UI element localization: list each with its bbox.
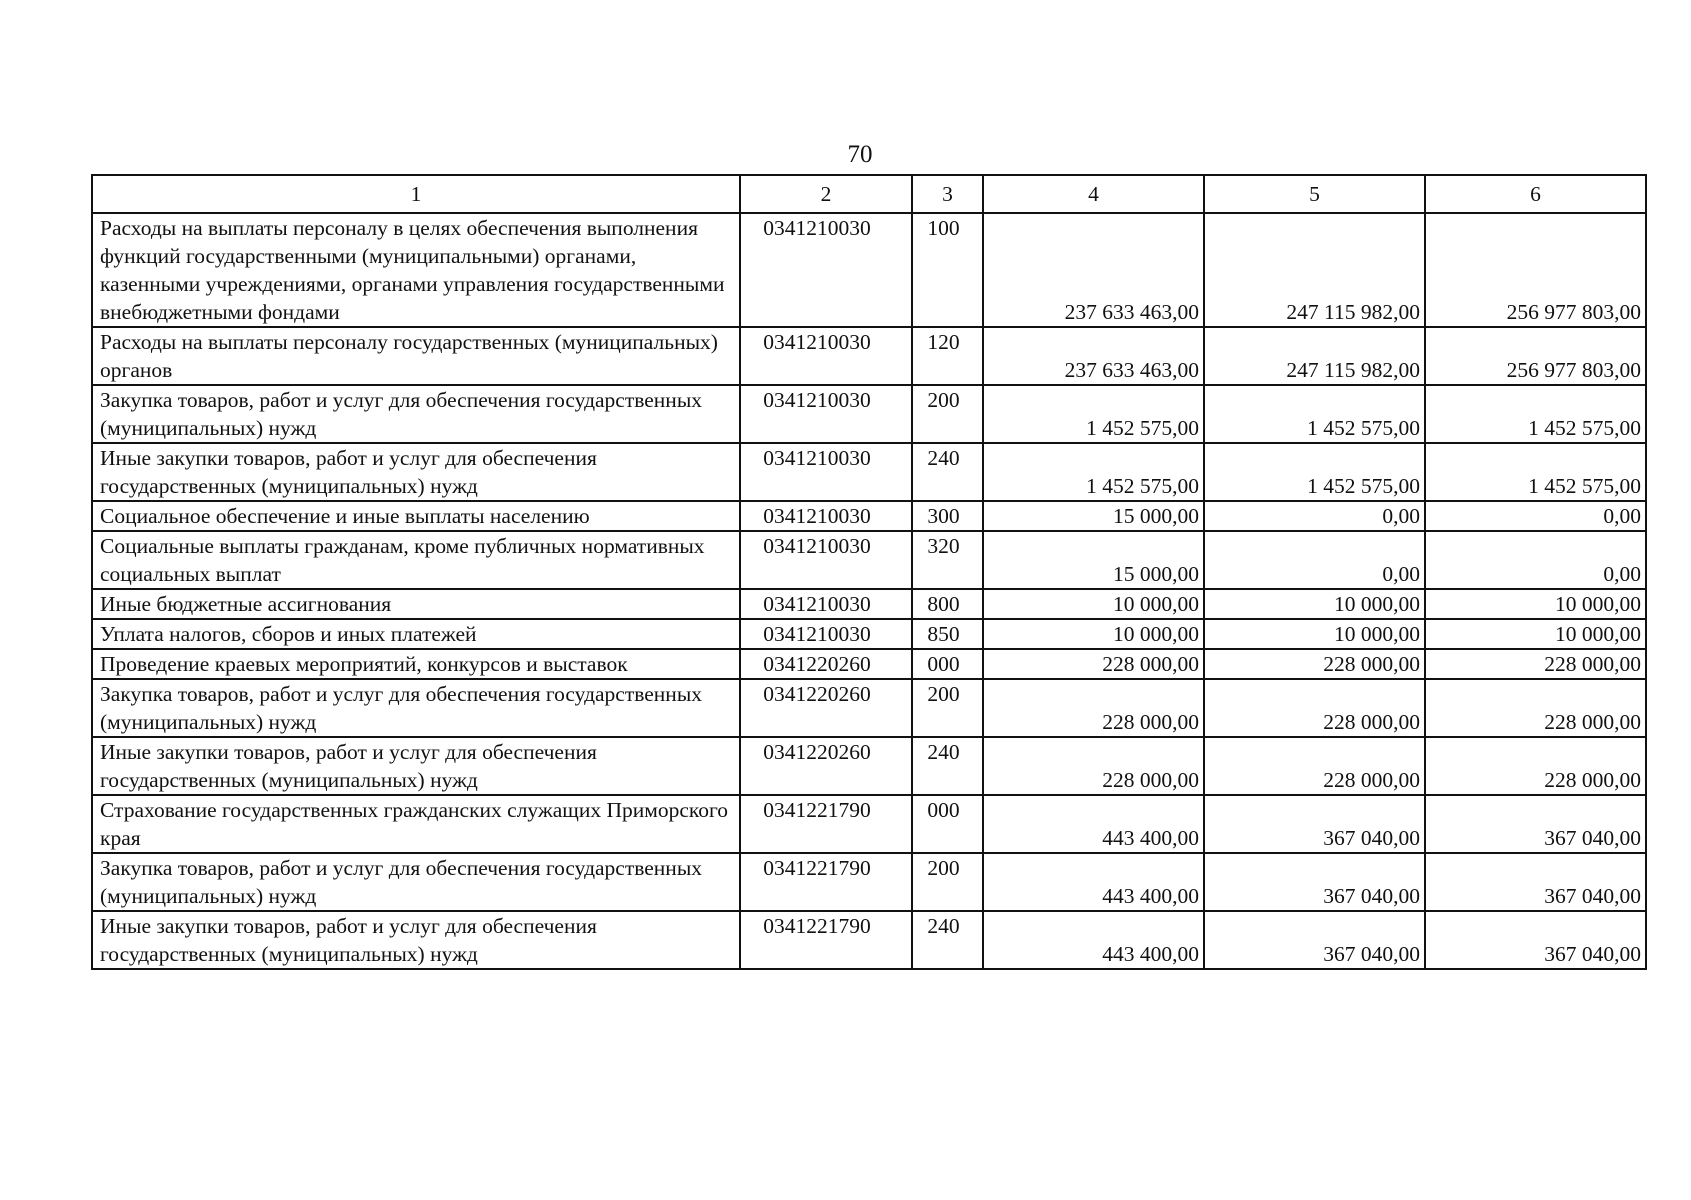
row-name-cell: Иные закупки товаров, работ и услуг для обеспечения государственных (муниципальных) нужд — [92, 737, 740, 795]
row-amount-col4: 15 000,00 — [983, 531, 1204, 589]
header-cell-4: 4 — [983, 175, 1204, 213]
table-row — [92, 501, 1646, 531]
header-cell-6: 6 — [1425, 175, 1646, 213]
row-expense-type-cell: 200 — [912, 853, 983, 911]
row-amount-col6: 1 452 575,00 — [1425, 385, 1646, 443]
table-row — [92, 795, 1646, 853]
header-cell-5: 5 — [1204, 175, 1425, 213]
row-code-cell: 0341221790 — [740, 795, 912, 853]
row-name-cell: Закупка товаров, работ и услуг для обеспечения государственных (муниципальных) нужд — [92, 385, 740, 443]
row-amount-col4: 443 400,00 — [983, 795, 1204, 853]
row-code-cell: 0341210030 — [740, 501, 912, 531]
row-code-cell: 0341210030 — [740, 531, 912, 589]
row-amount-col5: 10 000,00 — [1204, 619, 1425, 649]
row-amount-col5: 228 000,00 — [1204, 679, 1425, 737]
row-name-cell: Закупка товаров, работ и услуг для обеспечения государственных (муниципальных) нужд — [92, 853, 740, 911]
row-amount-col5: 1 452 575,00 — [1204, 385, 1425, 443]
row-amount-col4: 443 400,00 — [983, 911, 1204, 969]
row-amount-col4: 237 633 463,00 — [983, 327, 1204, 385]
row-amount-col5: 0,00 — [1204, 501, 1425, 531]
row-amount-col4: 1 452 575,00 — [983, 443, 1204, 501]
row-code-cell: 0341210030 — [740, 589, 912, 619]
row-amount-col5: 247 115 982,00 — [1204, 327, 1425, 385]
row-name-cell: Иные закупки товаров, работ и услуг для обеспечения государственных (муниципальных) нужд — [92, 443, 740, 501]
row-name-cell: Закупка товаров, работ и услуг для обеспечения государственных (муниципальных) нужд — [92, 679, 740, 737]
row-expense-type-cell: 800 — [912, 589, 983, 619]
row-code-cell: 0341210030 — [740, 619, 912, 649]
row-expense-type-cell: 240 — [912, 737, 983, 795]
row-expense-type-cell: 200 — [912, 679, 983, 737]
row-code-cell: 0341210030 — [740, 385, 912, 443]
row-expense-type-cell: 850 — [912, 619, 983, 649]
row-name-cell: Расходы на выплаты персоналу в целях обеспечения выполнения функций государственными (муниципальными) органами, казенными учреждениями, органами управления государственными внебюджетными фондами — [92, 213, 740, 327]
row-code-cell: 0341210030 — [740, 443, 912, 501]
row-amount-col5: 228 000,00 — [1204, 649, 1425, 679]
row-amount-col4: 228 000,00 — [983, 679, 1204, 737]
row-amount-col6: 256 977 803,00 — [1425, 213, 1646, 327]
budget-table — [91, 174, 1647, 970]
row-name-cell: Социальное обеспечение и иные выплаты населению — [92, 501, 740, 531]
row-amount-col6: 10 000,00 — [1425, 589, 1646, 619]
row-code-cell: 0341221790 — [740, 853, 912, 911]
row-name-cell: Иные бюджетные ассигнования — [92, 589, 740, 619]
row-name-cell: Уплата налогов, сборов и иных платежей — [92, 619, 740, 649]
row-amount-col6: 367 040,00 — [1425, 795, 1646, 853]
row-amount-col6: 367 040,00 — [1425, 853, 1646, 911]
row-expense-type-cell: 240 — [912, 443, 983, 501]
row-amount-col6: 0,00 — [1425, 531, 1646, 589]
table-row — [92, 853, 1646, 911]
row-amount-col4: 10 000,00 — [983, 619, 1204, 649]
row-amount-col6: 228 000,00 — [1425, 679, 1646, 737]
row-amount-col6: 1 452 575,00 — [1425, 443, 1646, 501]
table-row — [92, 911, 1646, 969]
row-expense-type-cell: 000 — [912, 649, 983, 679]
row-name-cell: Расходы на выплаты персоналу государственных (муниципальных) органов — [92, 327, 740, 385]
row-amount-col4: 15 000,00 — [983, 501, 1204, 531]
row-amount-col5: 367 040,00 — [1204, 795, 1425, 853]
table-row — [92, 531, 1646, 589]
row-expense-type-cell: 120 — [912, 327, 983, 385]
page-number: 70 — [847, 141, 873, 168]
row-name-cell: Проведение краевых мероприятий, конкурсов и выставок — [92, 649, 740, 679]
row-amount-col6: 256 977 803,00 — [1425, 327, 1646, 385]
row-name-cell: Социальные выплаты гражданам, кроме публичных нормативных социальных выплат — [92, 531, 740, 589]
header-cell-3: 3 — [912, 175, 983, 213]
table-row — [92, 327, 1646, 385]
row-expense-type-cell: 240 — [912, 911, 983, 969]
table-row — [92, 619, 1646, 649]
row-amount-col6: 228 000,00 — [1425, 737, 1646, 795]
table-row — [92, 385, 1646, 443]
row-code-cell: 0341210030 — [740, 213, 912, 327]
row-amount-col6: 10 000,00 — [1425, 619, 1646, 649]
row-amount-col5: 0,00 — [1204, 531, 1425, 589]
row-code-cell: 0341220260 — [740, 737, 912, 795]
row-name-cell: Страхование государственных гражданских служащих Приморского края — [92, 795, 740, 853]
row-amount-col5: 367 040,00 — [1204, 853, 1425, 911]
row-amount-col4: 228 000,00 — [983, 737, 1204, 795]
table-row — [92, 679, 1646, 737]
table-row — [92, 737, 1646, 795]
table-row — [92, 649, 1646, 679]
row-code-cell: 0341210030 — [740, 327, 912, 385]
row-code-cell: 0341220260 — [740, 649, 912, 679]
table-row — [92, 443, 1646, 501]
row-name-cell: Иные закупки товаров, работ и услуг для обеспечения государственных (муниципальных) нужд — [92, 911, 740, 969]
row-expense-type-cell: 000 — [912, 795, 983, 853]
header-cell-2: 2 — [740, 175, 912, 213]
row-code-cell: 0341220260 — [740, 679, 912, 737]
row-expense-type-cell: 200 — [912, 385, 983, 443]
row-amount-col6: 0,00 — [1425, 501, 1646, 531]
row-expense-type-cell: 300 — [912, 501, 983, 531]
row-amount-col6: 228 000,00 — [1425, 649, 1646, 679]
row-amount-col5: 1 452 575,00 — [1204, 443, 1425, 501]
header-cell-1: 1 — [92, 175, 740, 213]
row-expense-type-cell: 320 — [912, 531, 983, 589]
row-amount-col5: 247 115 982,00 — [1204, 213, 1425, 327]
row-amount-col4: 1 452 575,00 — [983, 385, 1204, 443]
row-amount-col4: 10 000,00 — [983, 589, 1204, 619]
row-amount-col5: 228 000,00 — [1204, 737, 1425, 795]
header-row — [92, 175, 1646, 213]
table-row — [92, 213, 1646, 327]
row-amount-col4: 237 633 463,00 — [983, 213, 1204, 327]
row-amount-col6: 367 040,00 — [1425, 911, 1646, 969]
row-expense-type-cell: 100 — [912, 213, 983, 327]
row-code-cell: 0341221790 — [740, 911, 912, 969]
table-row — [92, 589, 1646, 619]
row-amount-col5: 367 040,00 — [1204, 911, 1425, 969]
row-amount-col4: 228 000,00 — [983, 649, 1204, 679]
row-amount-col5: 10 000,00 — [1204, 589, 1425, 619]
row-amount-col4: 443 400,00 — [983, 853, 1204, 911]
